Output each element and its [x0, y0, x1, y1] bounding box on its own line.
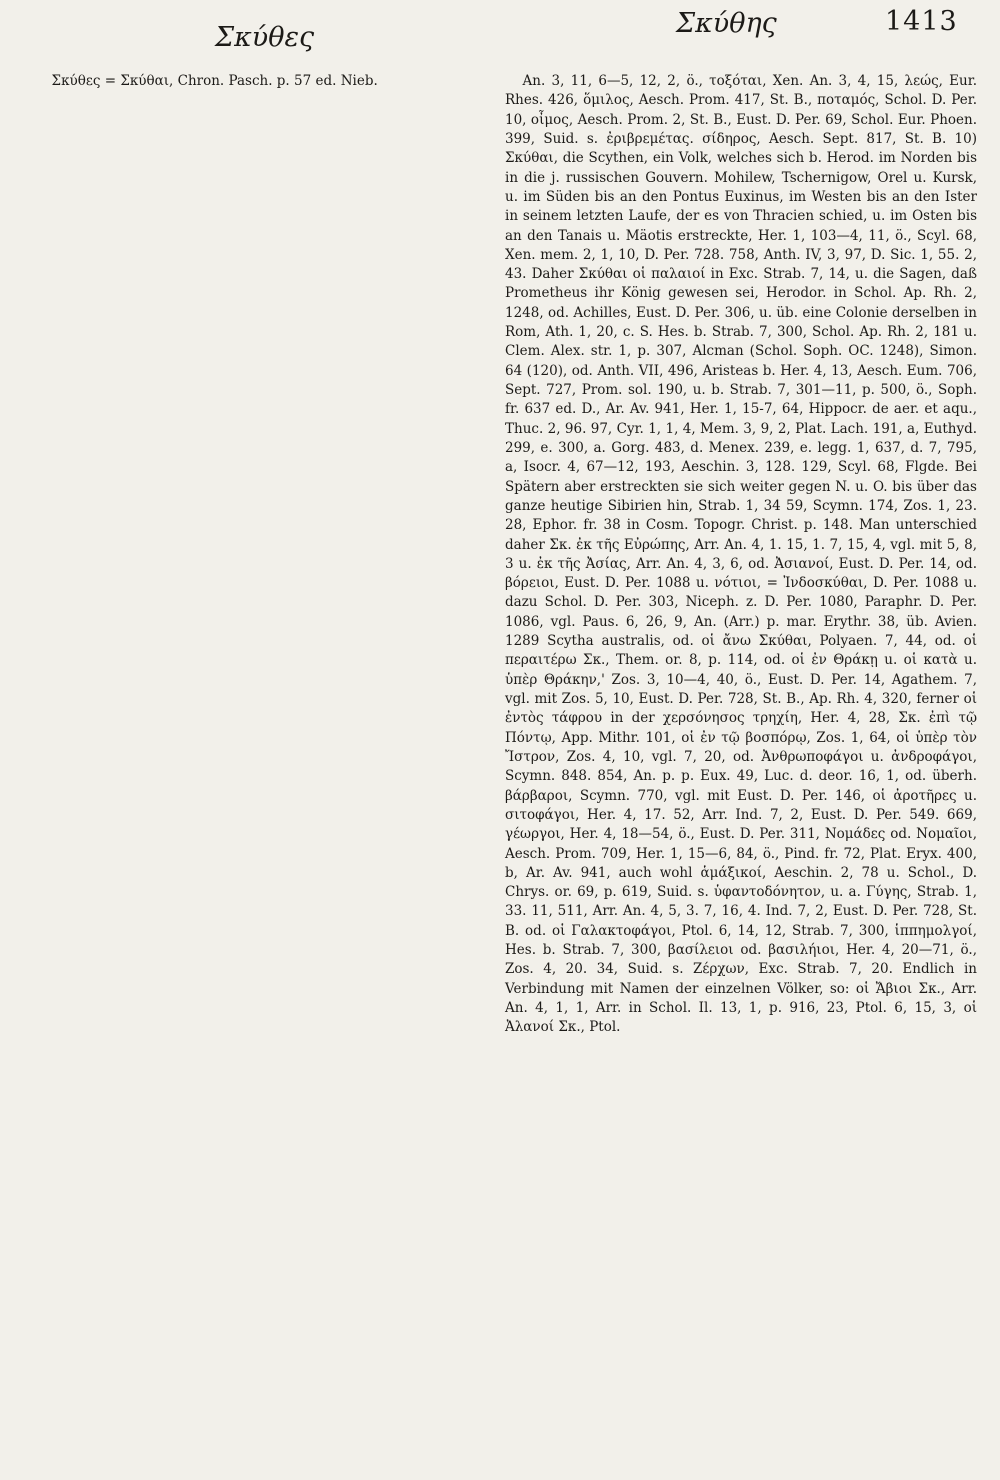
- page-number: 1413: [885, 6, 958, 37]
- left-column: [34, 72, 508, 91]
- entry-paragraph: An. 3, 11, 6—5, 12, 2, ö., τοξόται, Xen. An. 3, 4, 15, λεώς, Eur. Rhes. 426, ὅμιλος, Aesch. Prom. 417, St. B., ποταμός, Schol. D. Per. 10, οἶμος, Aesch. Prom. 2, St. B., Eust. D. Per. 69, Schol. Eur. Phoen. 399, Suid. s. ἐριβρεμέτας. σίδηρος, Aesch. Sept. 817, St. B. 10) Σκύθαι, die Scythen, ein Volk, welches sich b. Herod. im Norden bis in die j. russischen Gouvern. Mohilew, Tschernigow, Orel u. Kursk, u. im Süden bis an den Pontus Euxinus, im Westen bis an den Ister in seinem letzten Laufe, der es von Thracien schied, u. im Osten bis an den Tanais u. Mäotis erstreckte, Her. 1, 103—4, 11, ö., Scyl. 68, Xen. mem. 2, 1, 10, D. Per. 728. 758, Anth. IV, 3, 97, D. Sic. 1, 55. 2, 43. Daher Σκύθαι οἱ παλαιοί in Exc. Strab. 7, 14, u. die Sagen, daß Prometheus ihr König gewesen sei, Herodor. in Schol. Ap. Rh. 2, 1248, od. Achilles, Eust. D. Per. 306, u. üb. eine Colonie derselben in Rom, Ath. 1, 20, c. S. Hes. b. Strab. 7, 300, Schol. Ap. Rh. 2, 181 u. Clem. Alex. str. 1, p. 307, Alcman (Schol. Soph. OC. 1248), Simon. 64 (120), od. Anth. VII, 496, Aristeas b. Her. 4, 13, Aesch. Eum. 706, Sept. 727, Prom. sol. 190, u. b. Strab. 7, 301—11, p. 500, ö., Soph. fr. 637 ed. D., Ar. Av. 941, Her. 1, 15-7, 64, Hippocr. de aer. et aqu., Thuc. 2, 96. 97, Cyr. 1, 1, 4, Mem. 3, 9, 2, Plat. Lach. 191, a, Euthyd. 299, e. 300, a. Gorg. 483, d. Menex. 239, e. legg. 1, 637, d. 7, 795, a, Isocr. 4, 67—12, 193, Aeschin. 3, 128. 129, Scyl. 68, Flgde. Bei Spätern aber erstreckten sie sich weiter gegen N. u. O. bis über das ganze heutige Sibirien hin, Strab. 1, 34 59, Scymn. 174, Zos. 1, 23. 28, Ephor. fr. 38 in Cosm. Topogr. Christ. p. 148. Man unterschied daher Σκ. ἐκ τῆς Εὐρώπης, Arr. An. 4, 1. 15, 1. 7, 15, 4, vgl. mit 5, 8, 3 u. ἐκ τῆς Ἀσίας, Arr. An. 4, 3, 6, od. Ἀσιανοί, Eust. D. Per. 14, od. βόρειοι, Eust. D. Per. 1088 u. νότιοι, = Ἰνδοσκύθαι, D. Per. 1088 u. dazu Schol. D. Per. 303, Niceph. z. D. Per. 1080, Paraphr. D. Per. 1086, vgl. Paus. 6, 26, 9, An. (Arr.) p. mar. Erythr. 38, üb. Avien. 1289 Scytha australis, od. οἱ ἄνω Σκύθαι, Polyaen. 7, 44, od. οἱ περαιτέρω Σκ., Them. or. 8, p. 114, od. οἱ ἐν Θράκῃ u. οἱ κατὰ u. ὑπὲρ Θράκην,' Zos. 3, 10—4, 40, ö., Eust. D. Per. 14, Agathem. 7, vgl. mit Zos. 5, 10, Eust. D. Per. 728, St. B., Ap. Rh. 4, 320, ferner οἱ ἐντὸς τάφρου in der χερσόνησος τρηχίη, Her. 4, 28, Σκ. ἐπὶ τῷ Πόντῳ, App. Mithr. 101, οἱ ἐν τῷ βοσπόρῳ, Zos. 1, 64, οἱ ὑπὲρ τὸν Ἴστρον, Zos. 4, 10, vgl. 7, 20, od. Ἀνθρωποφάγοι u. ἀνδροφάγοι, Scymn. 848. 854, An. p. p. Eux. 49, Luc. d. deor. 16, 1, od. überh. βάρβαροι, Scymn. 770, vgl. mit Eust. D. Per. 146, οἱ ἀροτῆρες u. σιτοφάγοι, Her. 4, 17. 52, Arr. Ind. 7, 2, Eust. D. Per. 549. 669, γέωργοι, Her. 4, 18—54, ö., Eust. D. Per. 311, Νομάδες od. Νομαῖοι, Aesch. Prom. 709, Her. 1, 15—6, 84, ö., Pind. fr. 72, Plat. Eryx. 400, b, Ar. Av. 941, auch wohl ἁμάξικοί, Aeschin. 2, 78 u. Schol., D. Chrys. or. 69, p. 619, Suid. s. ὑφαντοδόνητον, u. a. Γύγης, Strab. 1, 33. 11, 511, Arr. An. 4, 5, 3. 7, 16, 4. Ind. 7, 2, Eust. D. Per. 728, St. B. od. οἱ Γαλακτοφάγοι, Ptol. 6, 14, 12, Strab. 7, 300, ἱππημολγοί, Hes. b. Strab. 7, 300, βασίλειοι od. βασιλήιοι, Her. 4, 20—71, ö., Zos. 4, 20. 34, Suid. s. Ζέρχων, Exc. Strab. 7, 20. Endlich in Verbindung mit Namen der einzelnen Völker, so: οἱ Ἄβιοι Σκ., Arr. An. 4, 1, 1, Arr. in Schol. Il. 13, 1, p. 916, 23, Ptol. 6, 15, 3, οἱ Ἀλανοί Σκ., Ptol.: [505, 73, 977, 1036]
- page-header: [0, 0, 1000, 70]
- header-right-word: Σκύθης: [676, 8, 777, 39]
- entry-paragraph: Σκύθες = Σκύθαι, Chron. Pasch. p. 57 ed. Nieb.: [51, 73, 378, 89]
- header-left-word: Σκύθες: [215, 22, 315, 53]
- right-column: [505, 72, 977, 1038]
